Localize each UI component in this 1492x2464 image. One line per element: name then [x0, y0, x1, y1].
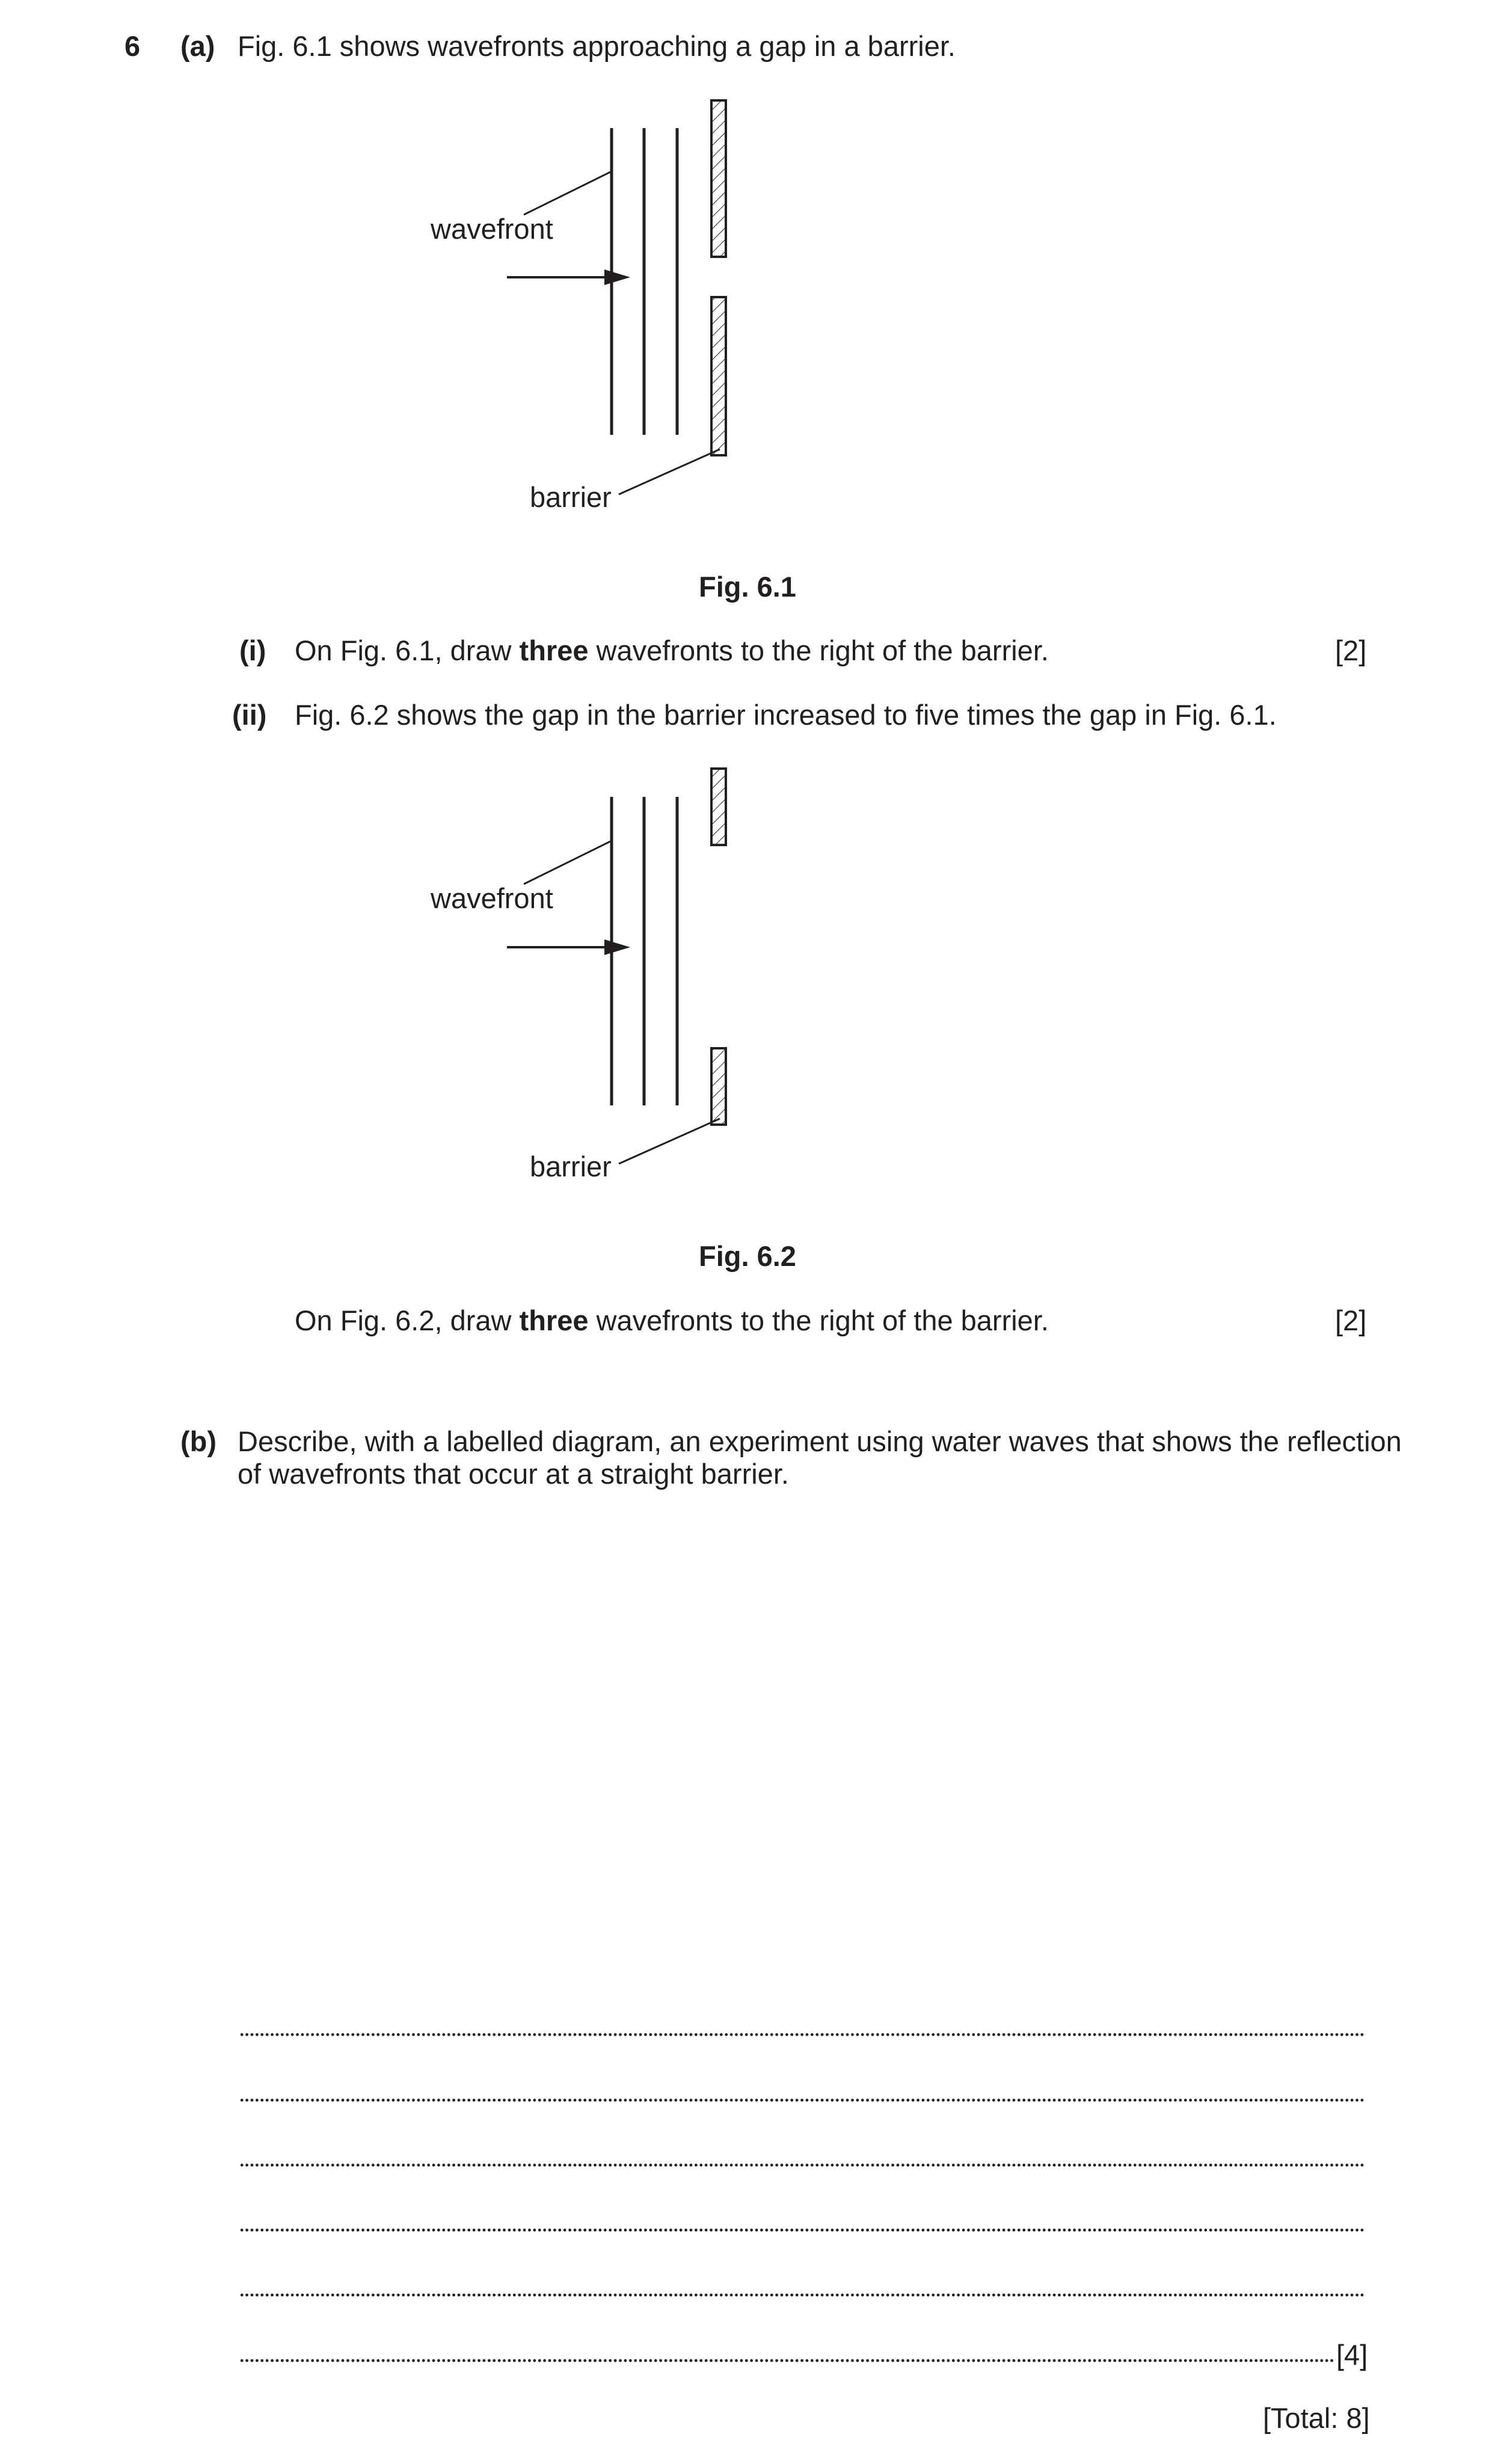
wavefront-label: wavefront [431, 882, 553, 914]
sub-ii-marks: [2] [1335, 1304, 1367, 1336]
sub-i-text-before: On Fig. 6.1, draw [295, 634, 520, 666]
answer-line[interactable] [239, 2358, 1335, 2364]
part-b-text-line1: Describe, with a labelled diagram, an experiment using water waves that shows the reflection [238, 1425, 1402, 1457]
answer-line[interactable] [239, 2292, 1366, 2298]
answer-line[interactable] [239, 2097, 1366, 2103]
sub-i-text-after: wavefronts to the right of the barrier. [588, 634, 1049, 666]
figure-6-1-caption: Fig. 6.1 [699, 571, 796, 603]
incident-wavefronts [612, 128, 677, 435]
figure-6-2 [409, 758, 782, 1191]
part-a-intro: Fig. 6.1 shows wavefronts approaching a gap in a barrier. [238, 30, 956, 62]
sub-ii-label: (ii) [232, 699, 267, 731]
barrier [711, 769, 726, 1125]
figure-6-2-caption: Fig. 6.2 [699, 1240, 796, 1272]
wavefront-label: wavefront [431, 213, 553, 245]
direction-arrow [507, 939, 630, 955]
barrier-leader-line [619, 449, 720, 494]
sub-i-text [295, 636, 1049, 665]
answer-line[interactable] [239, 2032, 1366, 2038]
sub-ii-text [295, 1306, 1049, 1335]
part-b-text-line2: of wavefronts that occur at a straight barrier. [238, 1458, 789, 1490]
barrier-leader-line [619, 1119, 720, 1164]
direction-arrow [507, 269, 630, 285]
wavefront-leader-line [524, 171, 612, 215]
sub-ii-text-before: On Fig. 6.2, draw [295, 1304, 520, 1336]
question-number: 6 [124, 30, 141, 62]
barrier-label: barrier [530, 481, 612, 513]
barrier [711, 100, 726, 455]
sub-i-label: (i) [239, 634, 266, 666]
sub-ii-text-after: wavefronts to the right of the barrier. [588, 1304, 1049, 1336]
answer-line[interactable] [239, 2227, 1366, 2233]
sub-ii-text-bold: three [519, 1304, 589, 1336]
incident-wavefronts [612, 797, 677, 1105]
part-a-label: (a) [180, 30, 215, 62]
part-b-marks: [4] [1336, 2339, 1368, 2371]
sub-i-text-bold: three [519, 634, 589, 666]
part-b-label: (b) [180, 1425, 217, 1457]
wavefront-leader-line [524, 841, 612, 884]
barrier-label: barrier [530, 1151, 612, 1182]
sub-i-marks: [2] [1335, 634, 1367, 666]
answer-line[interactable] [239, 2162, 1366, 2168]
figure-6-1 [409, 90, 782, 523]
sub-ii-intro: Fig. 6.2 shows the gap in the barrier increased to five times the gap in Fig. 6.1. [295, 699, 1277, 731]
total-marks: [Total: 8] [1263, 2402, 1370, 2434]
